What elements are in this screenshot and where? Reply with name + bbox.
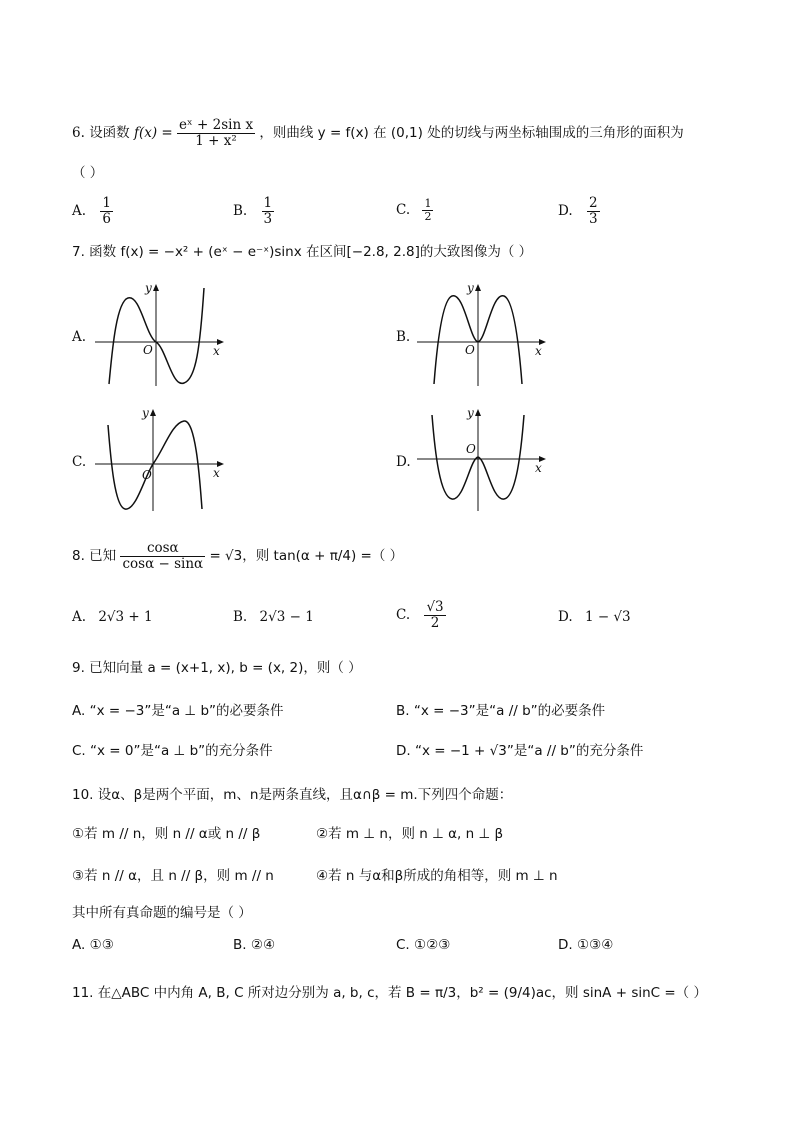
- q7-graph-c[interactable]: [92, 403, 232, 515]
- y-axis-label: y: [142, 406, 149, 420]
- y-axis-arrow-icon: [153, 284, 159, 291]
- q8-lead: 8. 已知: [72, 548, 117, 564]
- q6-number: 6.: [72, 125, 85, 141]
- q9-option-b[interactable]: [396, 703, 605, 719]
- q6-option-c[interactable]: [396, 198, 433, 223]
- x-axis-label: x: [213, 466, 220, 480]
- q9-option-d[interactable]: [396, 743, 643, 759]
- q8-frac-num: cosα: [120, 541, 205, 557]
- q6-option-d-value: [587, 196, 600, 227]
- q10-prop-1: ①若 m // n，则 n // α或 n // β: [72, 826, 261, 842]
- origin-label: O: [143, 343, 153, 357]
- q8-b-label: B.: [233, 609, 248, 625]
- q6-c-den: 2: [424, 210, 432, 223]
- q7-graph-d[interactable]: [414, 403, 554, 515]
- q10-option-d[interactable]: [558, 937, 613, 953]
- y-axis-label: y: [467, 281, 474, 295]
- y-axis-arrow-icon: [475, 284, 481, 291]
- q6-a-den: 6: [102, 211, 111, 227]
- q6-stem-rest: ，则曲线 y = f(x) 在 (0,1) 处的切线与两坐标轴围成的三角形的面积为: [259, 125, 684, 141]
- curve-c: [108, 421, 202, 509]
- q6-d-num: 2: [588, 195, 598, 211]
- q10-a-label: A.: [72, 937, 86, 953]
- q8-c-value: [424, 600, 445, 631]
- q6-option-d-label: D.: [558, 203, 573, 219]
- q6-fraction: [177, 118, 255, 149]
- q11-stem: 11. 在△ABC 中内角 A, B, C 所对边分别为 a, b, c，若 B = π/3，b² = (9/4)ac，则 sinA + sinC =（ ）: [72, 985, 707, 1001]
- q8-stem: [72, 541, 403, 572]
- q6-option-b[interactable]: [233, 196, 274, 227]
- q10-c-text: ①②③: [414, 937, 451, 953]
- q6-a-num: 1: [102, 195, 111, 211]
- q8-c-num: √3: [426, 599, 444, 615]
- q6-option-a-label: A.: [72, 203, 87, 219]
- q6-option-c-value: [422, 198, 433, 223]
- q6-answer-paren: （ ）: [72, 165, 104, 181]
- q8-c-den: 2: [430, 615, 440, 631]
- q8-eq: = √3，则 tan(α + π/4) =（ ）: [209, 548, 404, 564]
- q9-c-text: “x = 0”是“a ⊥ b”的充分条件: [90, 743, 273, 759]
- q10-option-a[interactable]: [72, 937, 114, 953]
- q6-d-den: 3: [588, 211, 598, 227]
- q8-option-d[interactable]: [558, 609, 631, 625]
- q9-c-label: C.: [72, 743, 86, 759]
- q7-graph-b[interactable]: [414, 278, 554, 390]
- origin-label: O: [465, 343, 475, 357]
- q8-frac-den: cosα − sinα: [122, 556, 204, 572]
- q9-option-a[interactable]: [72, 703, 284, 719]
- q8-option-c[interactable]: [396, 600, 446, 631]
- q7-option-c-label[interactable]: C.: [72, 454, 87, 470]
- q7-graph-a[interactable]: [92, 278, 232, 390]
- q10-a-text: ①③: [89, 937, 114, 953]
- q8-a-text: 2√3 + 1: [98, 609, 153, 625]
- origin-label: O: [466, 442, 476, 456]
- q7-stem: 7. 函数 f(x) = −x² + (eˣ − e⁻ˣ)sinx 在区间[−2.8, 2.8]的大致图像为（ ）: [72, 244, 533, 260]
- q6-lead: 设函数: [89, 125, 130, 141]
- q9-a-text: “x = −3”是“a ⊥ b”的必要条件: [89, 703, 284, 719]
- q10-option-c[interactable]: [396, 937, 450, 953]
- x-axis-label: x: [213, 344, 220, 358]
- q6-c-num: 1: [424, 197, 432, 210]
- x-axis-label: x: [535, 461, 542, 475]
- q6-frac-den: 1 + x²: [195, 133, 237, 149]
- q8-c-label: C.: [396, 607, 411, 623]
- q9-option-c[interactable]: [72, 743, 273, 759]
- q7-option-a-label[interactable]: A.: [72, 329, 87, 345]
- q8-a-label: A.: [72, 609, 87, 625]
- origin-label: O: [142, 468, 152, 482]
- q10-b-text: ②④: [250, 937, 276, 953]
- q9-b-text: “x = −3”是“a // b”的必要条件: [413, 703, 606, 719]
- q10-d-text: ①③④: [576, 937, 614, 953]
- q9-a-label: A.: [72, 703, 86, 719]
- q9-stem: 9. 已知向量 a = (x+1, x), b = (x, 2)，则（ ）: [72, 660, 362, 676]
- q10-prop-4: ④若 n 与α和β所成的角相等，则 m ⊥ n: [316, 868, 558, 884]
- q6-b-den: 3: [263, 211, 273, 227]
- q10-c-label: C.: [396, 937, 410, 953]
- x-axis-label: x: [535, 344, 542, 358]
- y-axis-label: y: [145, 281, 152, 295]
- q10-stem: 10. 设α、β是两个平面，m、n是两条直线，且α∩β = m.下列四个命题：: [72, 787, 513, 803]
- q10-prop-2: ②若 m ⊥ n，则 n ⊥ α, n ⊥ β: [316, 826, 504, 842]
- q6-option-b-label: B.: [233, 203, 248, 219]
- q10-b-label: B.: [233, 937, 247, 953]
- q6-option-a-value: [100, 196, 113, 227]
- q8-b-text: 2√3 − 1: [259, 609, 314, 625]
- q8-fraction: [120, 541, 205, 572]
- q6-option-b-value: [262, 196, 275, 227]
- q9-d-label: D.: [396, 743, 411, 759]
- q6-frac-num: eˣ + 2sin x: [179, 117, 254, 133]
- q9-d-text: “x = −1 + √3”是“a // b”的充分条件: [414, 743, 644, 759]
- q7-option-b-label[interactable]: B.: [396, 329, 411, 345]
- q8-d-label: D.: [558, 609, 573, 625]
- q10-prop-3: ③若 n // α，且 n // β，则 m // n: [72, 868, 274, 884]
- q6-b-num: 1: [263, 195, 273, 211]
- q10-option-b[interactable]: [233, 937, 275, 953]
- q6-stem: [72, 118, 684, 149]
- q8-option-a[interactable]: [72, 609, 153, 625]
- y-axis-label: y: [467, 406, 474, 420]
- q8-option-b[interactable]: [233, 609, 314, 625]
- q8-d-text: 1 − √3: [584, 609, 631, 625]
- q6-option-a[interactable]: [72, 196, 113, 227]
- q10-d-label: D.: [558, 937, 573, 953]
- q9-b-label: B.: [396, 703, 410, 719]
- q6-option-d[interactable]: [558, 196, 600, 227]
- y-axis-arrow-icon: [150, 409, 156, 416]
- q6-f-lhs: f(x) =: [133, 125, 173, 141]
- q7-option-d-label[interactable]: D.: [396, 454, 411, 470]
- q10-ask: 其中所有真命题的编号是（ ）: [72, 905, 252, 921]
- q6-option-c-label: C.: [396, 202, 411, 218]
- y-axis-arrow-icon: [475, 409, 481, 416]
